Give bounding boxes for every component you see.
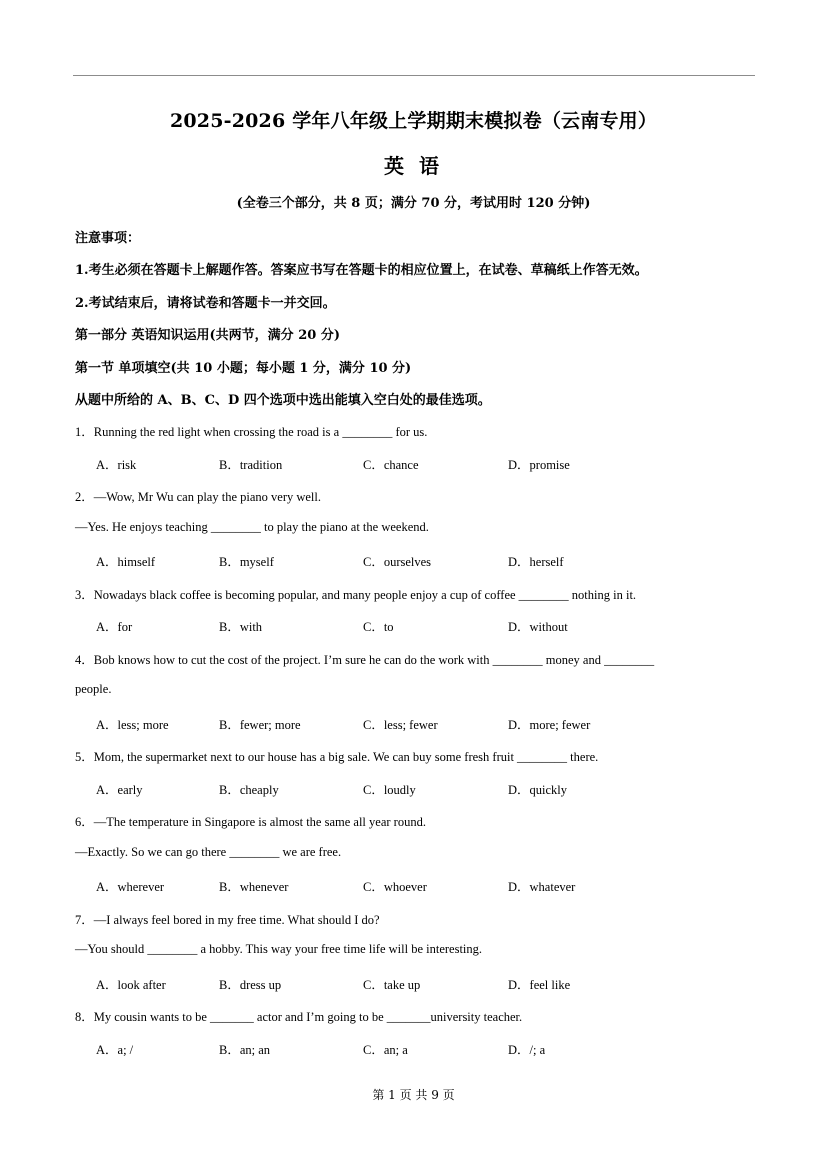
subject-title: 英 语 bbox=[384, 154, 443, 178]
option-c: C．less; fewer bbox=[363, 718, 438, 732]
question-text: —Yes. He enjoys teaching ________ to play the piano at the weekend. bbox=[75, 520, 429, 534]
option-d: D．herself bbox=[508, 555, 564, 569]
option-a: A．early bbox=[96, 783, 143, 797]
exam-info: (全卷三个部分，共 8 页；满分 70 分，考试用时 120 分钟) bbox=[236, 196, 591, 211]
option-c: C．to bbox=[363, 620, 394, 634]
option-b: B．fewer; more bbox=[219, 718, 301, 732]
option-d: D．quickly bbox=[508, 783, 568, 797]
question-text: —You should ________ a hobby. This way your free time life will be interesting. bbox=[75, 942, 483, 956]
option-b: B．myself bbox=[219, 555, 274, 569]
question-text: 2．—Wow, Mr Wu can play the piano very well. bbox=[75, 490, 322, 504]
question-text: 8．My cousin wants to be _______ actor and I’m going to be _______university teacher. bbox=[75, 1010, 523, 1024]
option-b: B．cheaply bbox=[219, 783, 279, 797]
option-c: C．loudly bbox=[363, 783, 416, 797]
option-a: A．look after bbox=[96, 978, 166, 992]
option-d: D．without bbox=[508, 620, 568, 634]
option-d: D．more; fewer bbox=[508, 718, 591, 732]
option-a: A．a; / bbox=[96, 1043, 134, 1057]
option-d: D．/; a bbox=[508, 1043, 546, 1057]
option-d: D．promise bbox=[508, 458, 570, 472]
part-title: 第一部分 英语知识运用(共两节，满分 20 分) bbox=[75, 328, 340, 343]
question-text: 3．Nowadays black coffee is becoming popular, and many people enjoy a cup of coffee ________ nothing in it. bbox=[75, 588, 637, 602]
option-a: A．wherever bbox=[96, 880, 165, 894]
option-c: C．take up bbox=[363, 978, 421, 992]
section-title: 第一节 单项填空(共 10 小题；每小题 1 分，满分 10 分) bbox=[75, 361, 412, 376]
note-item: 2.考试结束后，请将试卷和答题卡一并交回。 bbox=[75, 296, 336, 311]
option-d: D．whatever bbox=[508, 880, 576, 894]
option-b: B．an; an bbox=[219, 1043, 271, 1057]
option-a: A．risk bbox=[96, 458, 137, 472]
question-text: —Exactly. So we can go there ________ we are free. bbox=[75, 845, 342, 859]
option-d: D．feel like bbox=[508, 978, 571, 992]
option-b: B．with bbox=[219, 620, 263, 634]
option-c: C．whoever bbox=[363, 880, 427, 894]
question-text: 5．Mom, the supermarket next to our house has a big sale. We can buy some fresh fruit ________ there. bbox=[75, 750, 599, 764]
option-b: B．whenever bbox=[219, 880, 289, 894]
option-b: B．tradition bbox=[219, 458, 283, 472]
option-a: A．himself bbox=[96, 555, 156, 569]
option-c: C．an; a bbox=[363, 1043, 408, 1057]
page-footer: 第 1 页 共 9 页 bbox=[372, 1088, 455, 1102]
option-a: A．for bbox=[96, 620, 133, 634]
note-item: 1.考生必须在答题卡上解题作答。答案应书写在答题卡的相应位置上，在试卷、草稿纸上作答无效。 bbox=[75, 263, 648, 278]
question-text: 7．—I always feel bored in my free time. What should I do? bbox=[75, 913, 380, 927]
question-text: people. bbox=[75, 682, 112, 696]
question-text: 4．Bob knows how to cut the cost of the project. I’m sure he can do the work with ________ money and ________ bbox=[75, 653, 655, 667]
question-text: 6．—The temperature in Singapore is almost the same all year round. bbox=[75, 815, 426, 829]
page-title: 2025-2026 学年八年级上学期期末模拟卷（云南专用） bbox=[169, 110, 658, 132]
option-b: B．dress up bbox=[219, 978, 282, 992]
section-instruction: 从题中所给的 A、B、C、D 四个选项中选出能填入空白处的最佳选项。 bbox=[75, 393, 491, 408]
option-a: A．less; more bbox=[96, 718, 169, 732]
notes-heading: 注意事项： bbox=[75, 231, 141, 246]
question-text: 1．Running the red light when crossing the road is a ________ for us. bbox=[75, 425, 428, 439]
option-c: C．ourselves bbox=[363, 555, 432, 569]
option-c: C．chance bbox=[363, 458, 419, 472]
header-rule bbox=[73, 75, 755, 76]
